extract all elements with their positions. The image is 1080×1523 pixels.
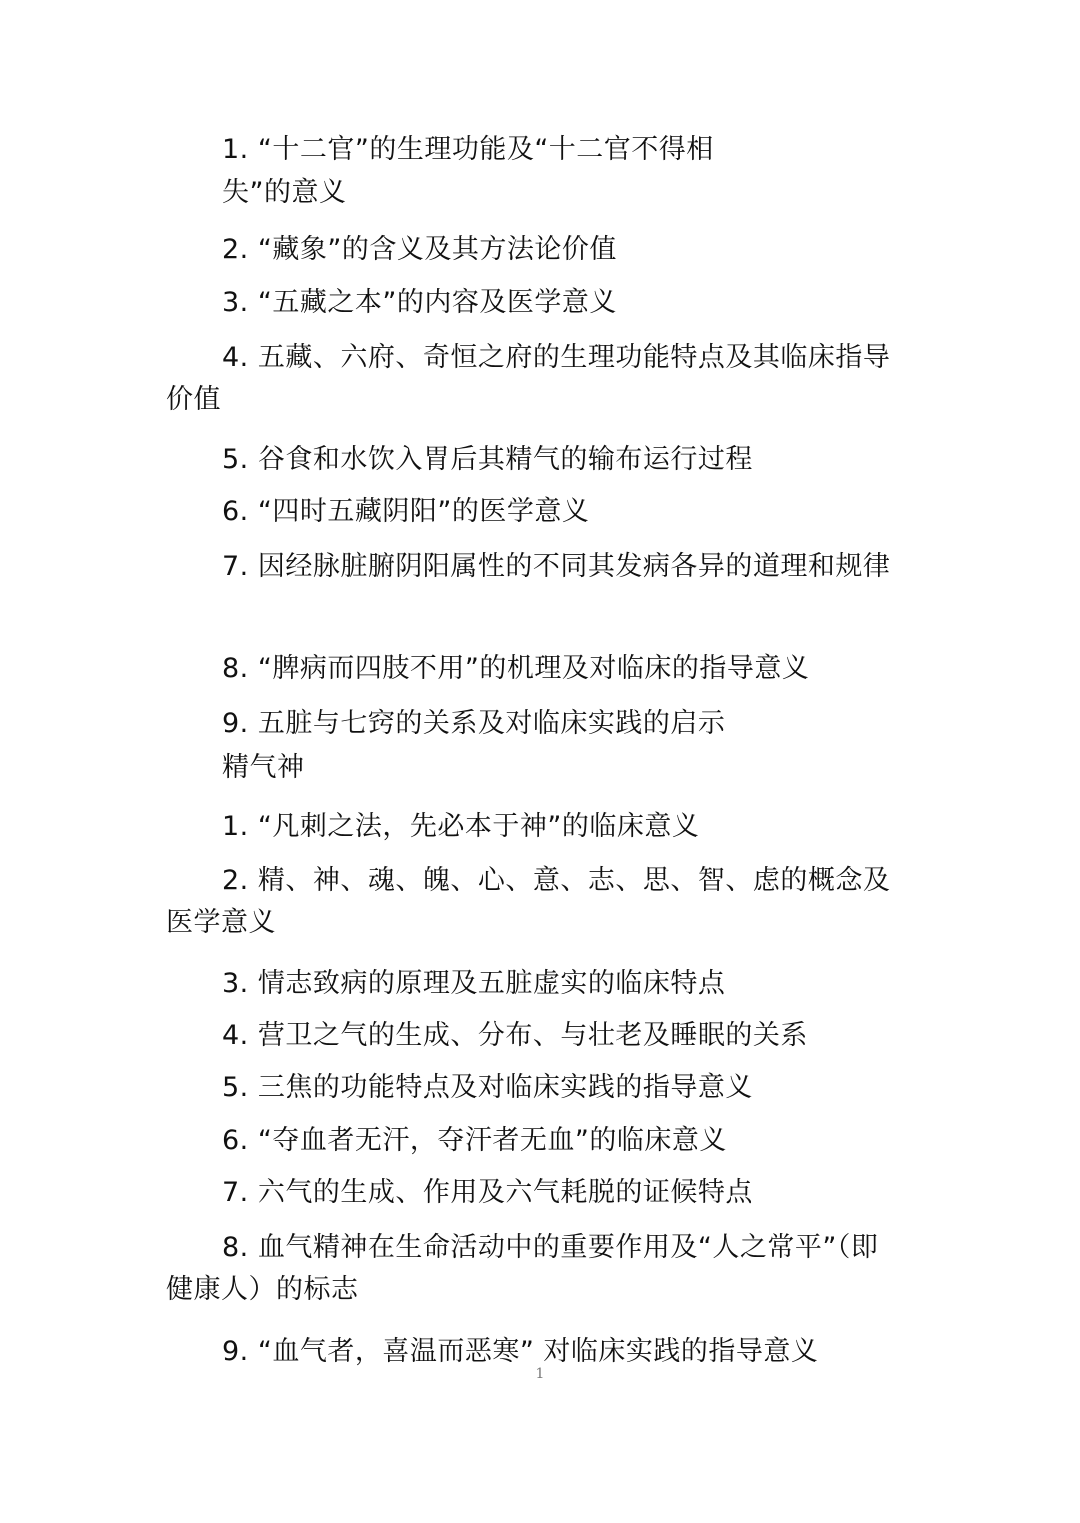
list-item: 3. 情志致病的原理及五脏虚实的临床特点: [222, 968, 726, 999]
list-item-continuation: 失”的意义: [222, 177, 347, 208]
list-item: 9. “血气者，喜温而恶寒” 对临床实践的指导意义: [222, 1336, 819, 1367]
list-item: 7. 六气的生成、作用及六气耗脱的证候特点: [222, 1177, 753, 1208]
list-item: 8. “脾病而四肢不用”的机理及对临床的指导意义: [222, 653, 810, 684]
list-item: 5. 谷食和水饮入胃后其精气的输布运行过程: [222, 444, 753, 475]
list-item: 7. 因经脉脏腑阴阳属性的不同其发病各异的道理和规律: [222, 551, 891, 582]
list-item: 3. “五藏之本”的内容及医学意义: [222, 287, 617, 318]
list-item: 1. “凡刺之法，先必本于神”的临床意义: [222, 811, 700, 842]
list-item: 6. “四时五藏阴阳”的医学意义: [222, 496, 590, 527]
list-item: 4. 营卫之气的生成、分布、与壮老及睡眠的关系: [222, 1020, 808, 1051]
section-heading: 精气神: [222, 752, 305, 783]
list-item: 2. 精、神、魂、魄、心、意、志、思、智、虑的概念及医学意义: [166, 865, 891, 938]
list-item: 9. 五脏与七窍的关系及对临床实践的启示: [222, 708, 726, 739]
list-item: 5. 三焦的功能特点及对临床实践的指导意义: [222, 1072, 753, 1103]
list-item: 2. “藏象”的含义及其方法论价值: [222, 234, 617, 265]
list-item: 1. “十二官”的生理功能及“十二官不得相: [222, 134, 714, 165]
page-number: 1: [535, 1366, 545, 1382]
list-item: 8. 血气精神在生命活动中的重要作用及“人之常平”（即 健康人）的标志: [166, 1232, 879, 1305]
list-item: 6. “夺血者无汗，夺汗者无血”的临床意义: [222, 1125, 727, 1156]
list-item: 4. 五藏、六府、奇恒之府的生理功能特点及其临床指导价值: [166, 342, 891, 415]
